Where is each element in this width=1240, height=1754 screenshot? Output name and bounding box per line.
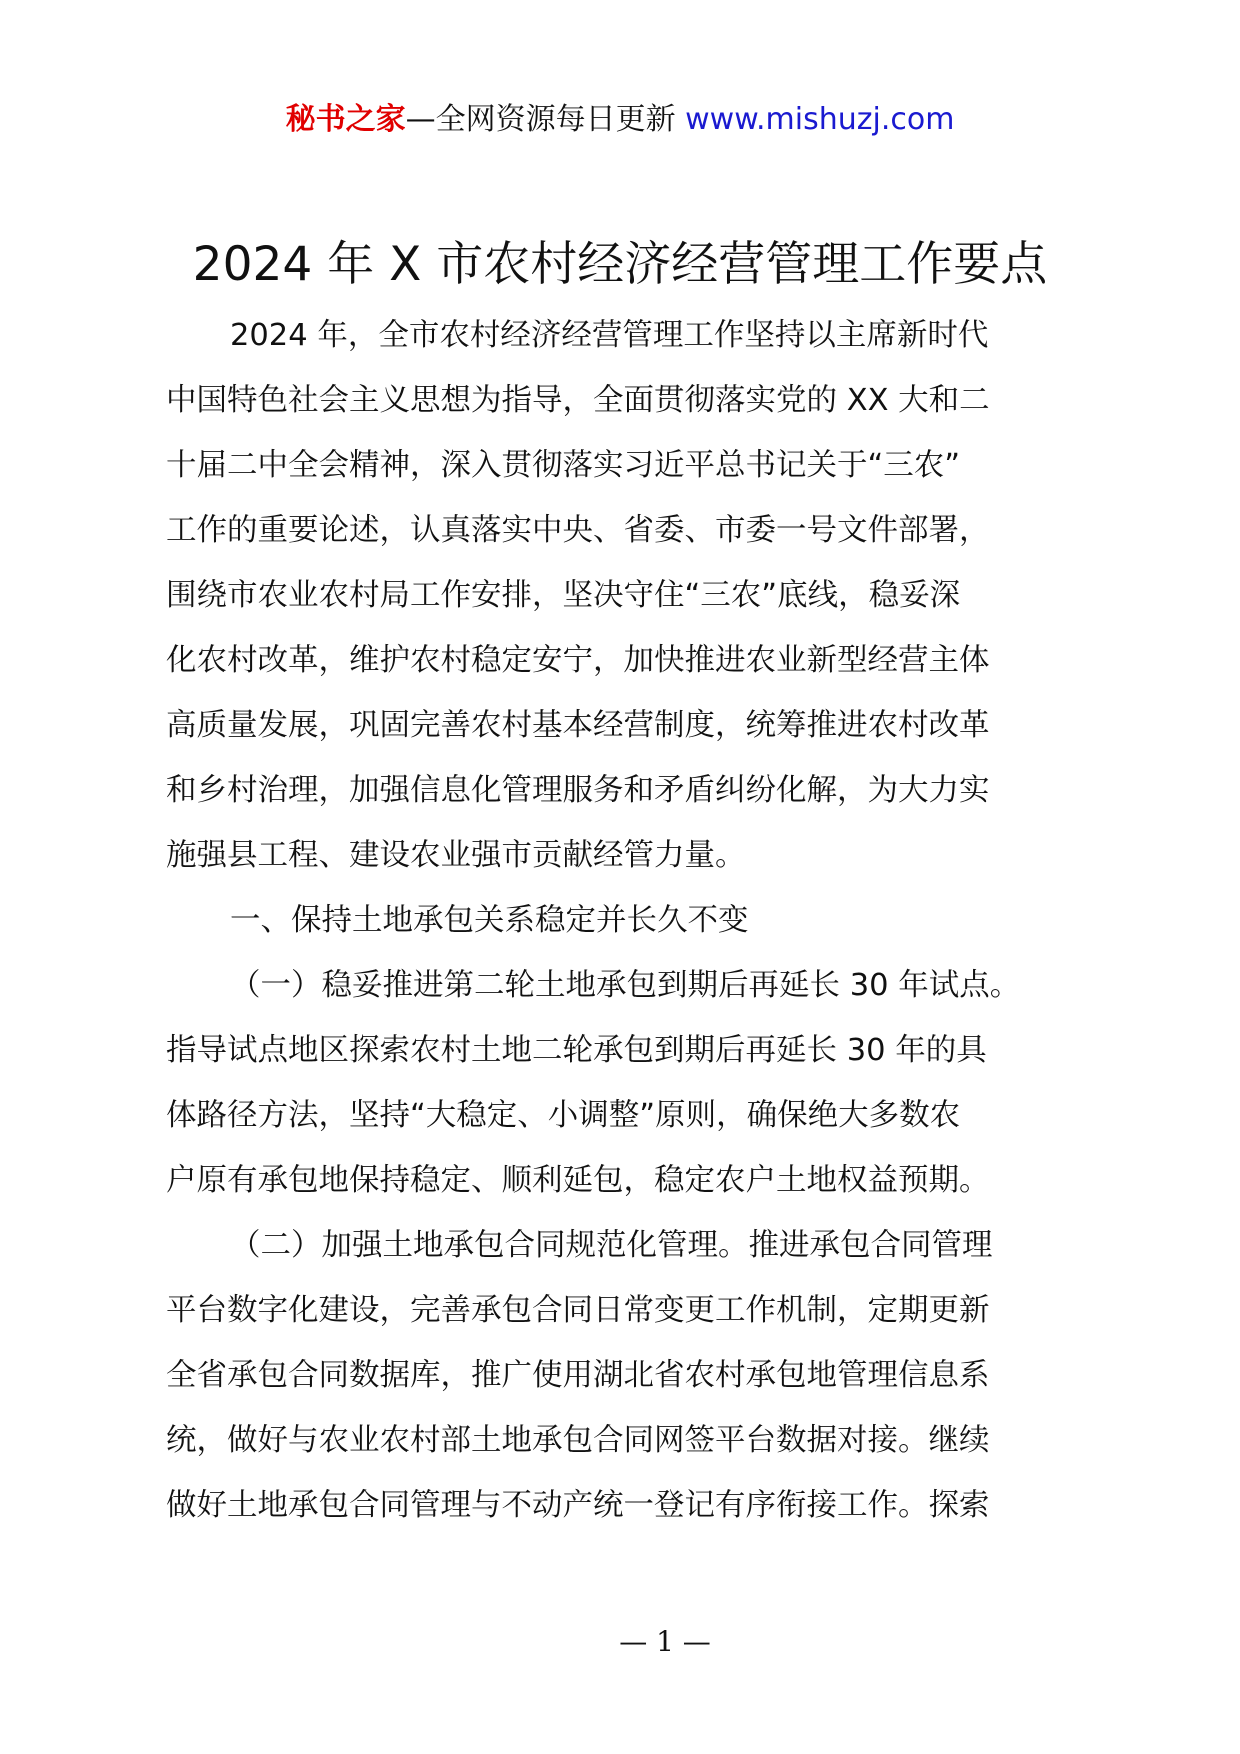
paragraph-line: 统，做好与农业农村部土地承包合同网签平台数据对接。继续 [166, 1423, 990, 1458]
page-number: — 1 — [619, 1625, 711, 1658]
site-url-link[interactable]: www.mishuzj.com [685, 102, 955, 137]
paragraph-line: 十届二中全会精神，深入贯彻落实习近平总书记关于“三农” [166, 448, 961, 483]
paragraph-line: 和乡村治理，加强信息化管理服务和矛盾纠纷化解，为大力实 [166, 773, 990, 808]
paragraph-line: 平台数字化建设，完善承包合同日常变更工作机制，定期更新 [166, 1293, 990, 1328]
subsection-heading-line: （二）加强土地承包合同规范化管理。推进承包合同管理 [230, 1228, 993, 1263]
paragraph-line: 做好土地承包合同管理与不动产统一登记有序衔接工作。探索 [166, 1488, 990, 1523]
document-title: 2024 年 X 市农村经济经营管理工作要点 [192, 237, 1048, 292]
paragraph-line: 工作的重要论述，认真落实中央、省委、市委一号文件部署， [166, 513, 990, 548]
document-body [166, 303, 1091, 1538]
header-tagline: —全网资源每日更新 [405, 102, 676, 137]
paragraph-line: 全省承包合同数据库，推广使用湖北省农村承包地管理信息系 [166, 1358, 990, 1393]
brand-name: 秘书之家 [285, 102, 406, 137]
paragraph-line: 施强县工程、建设农业强市贡献经管力量。 [166, 838, 746, 873]
paragraph-line: 指导试点地区探索农村土地二轮承包到期后再延长 30 年的具 [166, 1033, 987, 1068]
subsection-heading-line: （一）稳妥推进第二轮土地承包到期后再延长 30 年试点。 [230, 968, 1021, 1003]
site-header [0, 100, 1240, 140]
paragraph-line: 化农村改革，维护农村稳定安宁，加快推进农业新型经营主体 [166, 643, 990, 678]
paragraph-line: 2024 年，全市农村经济经营管理工作坚持以主席新时代 [230, 318, 989, 353]
paragraph-line: 高质量发展，巩固完善农村基本经营制度，统筹推进农村改革 [166, 708, 990, 743]
paragraph-line: 体路径方法，坚持“大稳定、小调整”原则，确保绝大多数农 [166, 1098, 961, 1133]
section-heading: 一、保持土地承包关系稳定并长久不变 [230, 903, 749, 938]
paragraph-line: 户原有承包地保持稳定、顺利延包，稳定农户土地权益预期。 [166, 1163, 990, 1198]
paragraph-line: 围绕市农业农村局工作安排，坚决守住“三农”底线，稳妥深 [166, 578, 961, 613]
paragraph-line: 中国特色社会主义思想为指导，全面贯彻落实党的 XX 大和二 [166, 383, 990, 418]
